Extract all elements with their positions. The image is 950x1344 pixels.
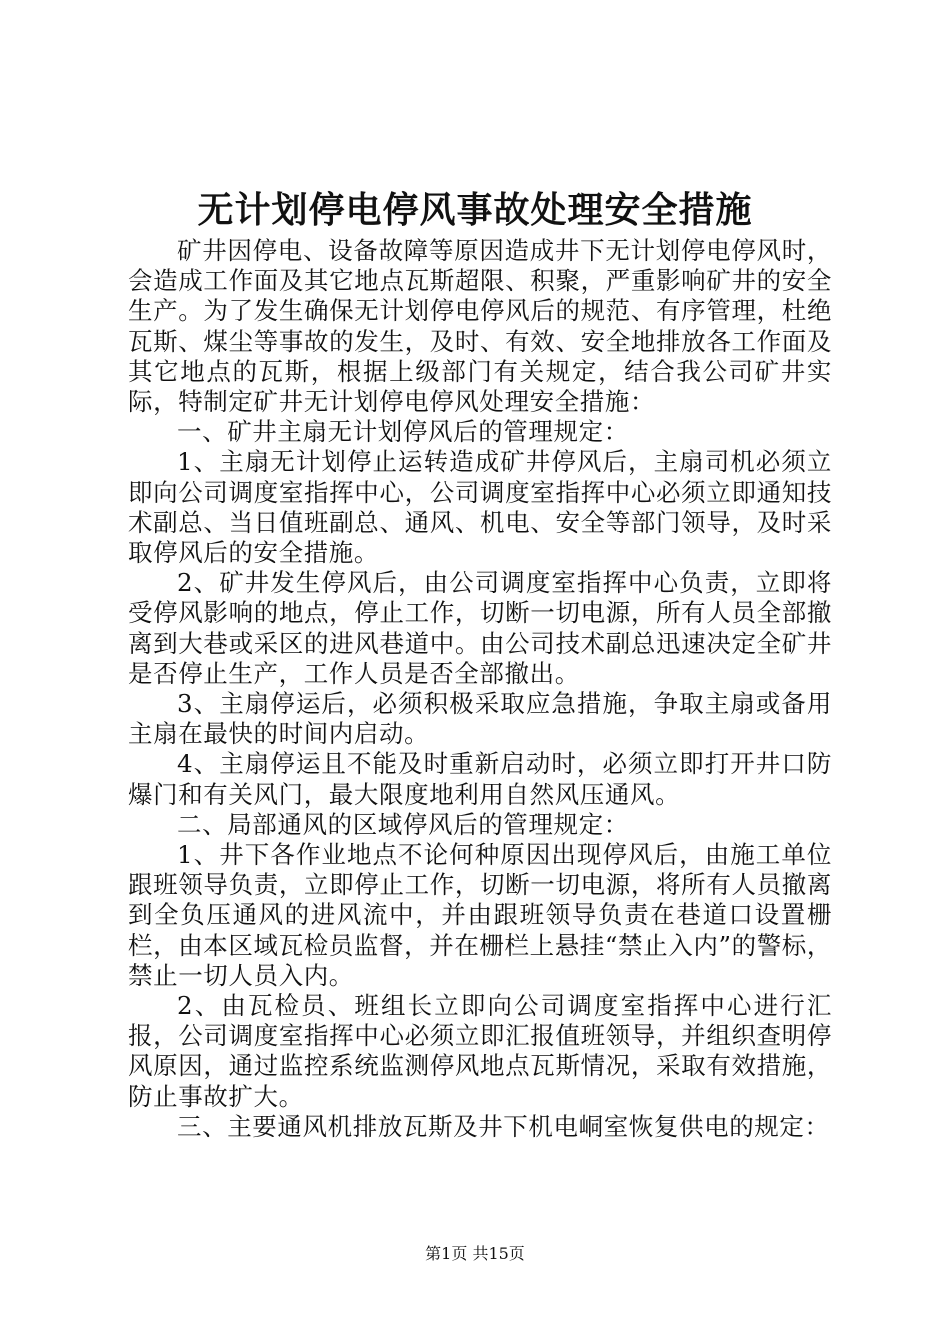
paragraph-1-3: 3、主扇停运后，必须积极采取应急措施，争取主扇或备用主扇在最快的时间内启动。 [128, 689, 832, 749]
paragraph-2-2: 2、由瓦检员、班组长立即向公司调度室指挥中心进行汇报，公司调度室指挥中心必须立即汇报值班领导，并组织查明停风原因，通过监控系统监测停风地点瓦斯情况，采取有效措施，防止事故扩大。 [128, 991, 832, 1111]
paragraph-intro: 矿井因停电、设备故障等原因造成井下无计划停电停风时，会造成工作面及其它地点瓦斯超限、积聚，严重影响矿井的安全生产。为了发生确保无计划停电停风后的规范、有序管理，杜绝瓦斯、煤尘等事故的发生，及时、有效、安全地排放各工作面及其它地点的瓦斯，根据上级部门有关规定，结合我公司矿井实际，特制定矿井无计划停电停风处理安全措施： [128, 236, 832, 417]
section-heading-2: 二、局部通风的区域停风后的管理规定： [177, 809, 629, 839]
section-heading-3: 三、主要通风机排放瓦斯及井下机电峒室恢复供电的规定： [177, 1111, 830, 1141]
paragraph-1-2: 2、矿井发生停风后，由公司调度室指挥中心负责，立即将受停风影响的地点，停止工作，切断一切电源，所有人员全部撤离到大巷或采区的进风巷道中。由公司技术副总迅速决定全矿井是否停止生产，工作人员是否全部撤出。 [128, 568, 832, 688]
document-body [128, 236, 832, 1142]
section-heading-1: 一、矿井主扇无计划停风后的管理规定： [177, 417, 629, 447]
document-title: 无计划停电停风事故处理安全措施 [197, 189, 753, 231]
paragraph-2-1: 1、井下各作业地点不论何种原因出现停风后，由施工单位跟班领导负责，立即停止工作，切断一切电源，将所有人员撤离到全负压通风的进风流中，并由跟班领导负责在巷道口设置栅栏，由本区域瓦检员监督，并在栅栏上悬挂“禁止入内”的警标，禁止一切人员入内。 [128, 840, 832, 990]
page-number-footer: 第1页 共15页 [425, 1244, 525, 1263]
paragraph-1-1: 1、主扇无计划停止运转造成矿井停风后，主扇司机必须立即向公司调度室指挥中心，公司调度室指挥中心必须立即通知技术副总、当日值班副总、通风、机电、安全等部门领导，及时采取停风后的安全措施。 [128, 447, 832, 568]
paragraph-1-4: 4、主扇停运且不能及时重新启动时，必须立即打开井口防爆门和有关风门，最大限度地利用自然风压通风。 [128, 749, 832, 809]
